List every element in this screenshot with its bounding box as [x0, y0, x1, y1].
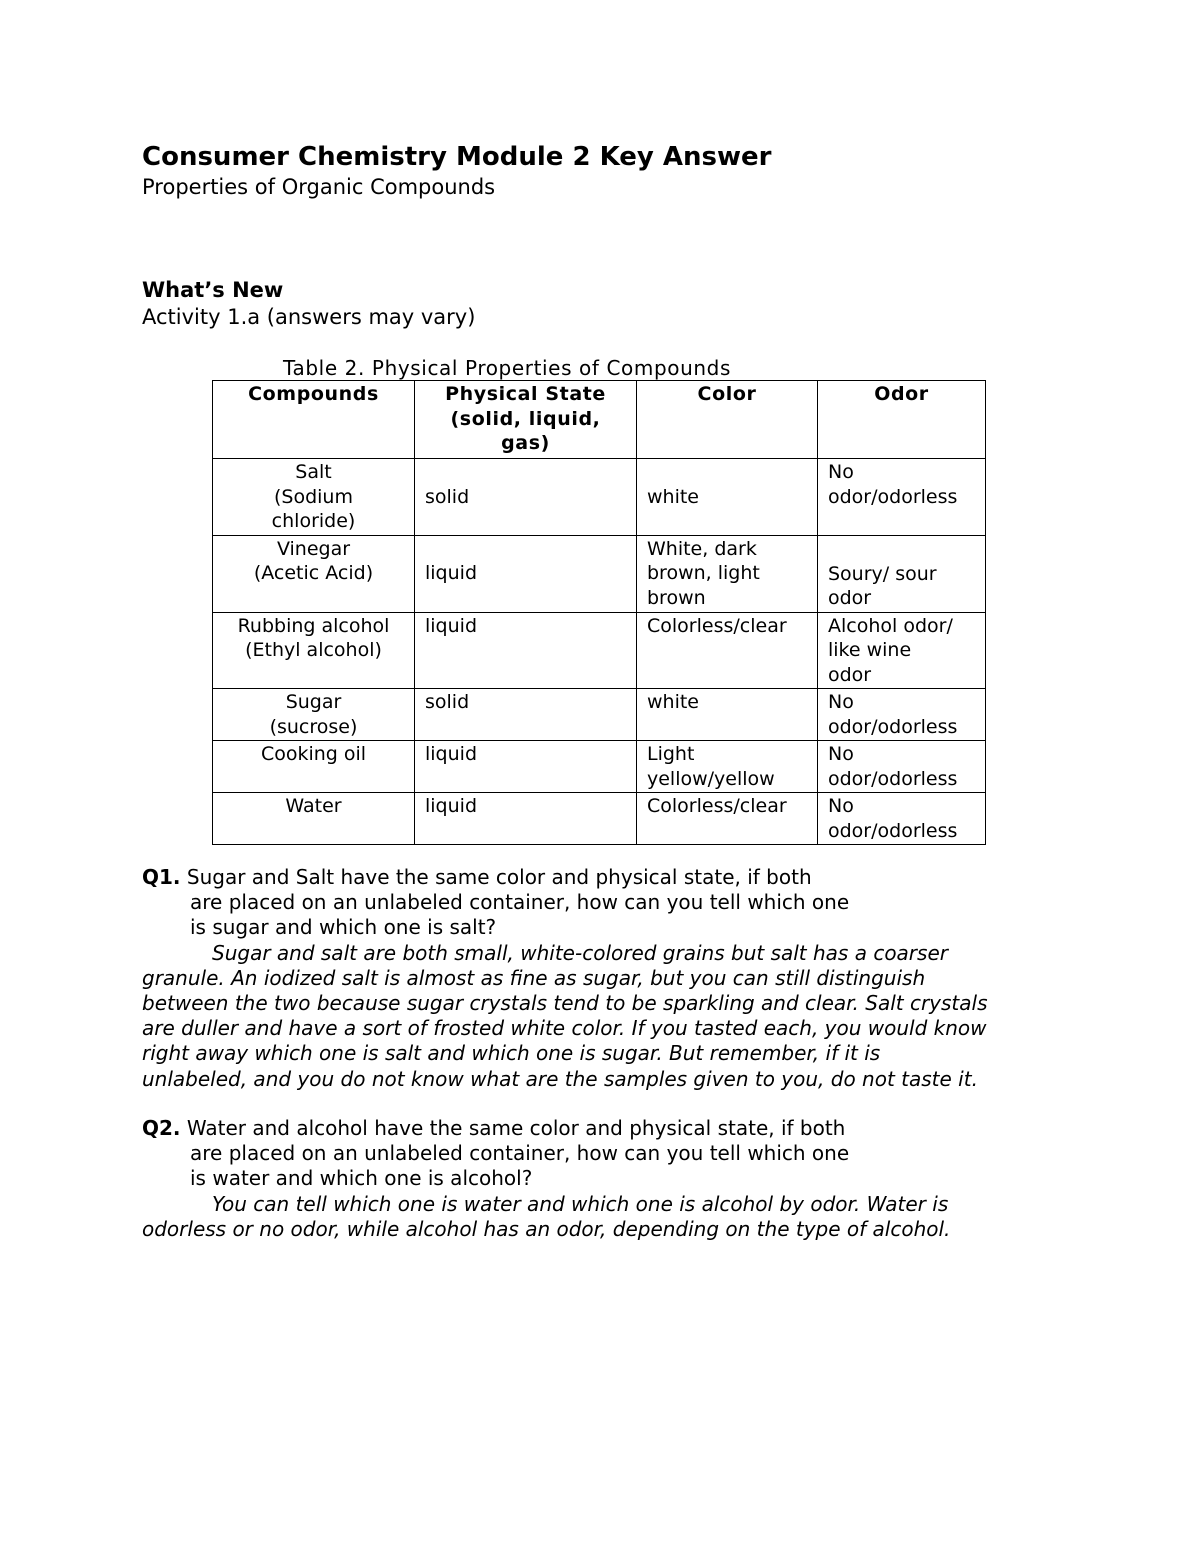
document-title: Consumer Chemistry Module 2 Key Answer	[142, 142, 772, 172]
cell-color: Colorless/clear	[637, 612, 818, 689]
header-color: Color	[637, 381, 818, 459]
table-row	[213, 535, 986, 612]
table-row	[213, 612, 986, 689]
cell-odor: No odor/odorless	[818, 689, 986, 741]
answer-2-line-1: You can tell which one is water and which one is alcohol by odor. Water is	[212, 1191, 949, 1216]
cell-odor: No odor/odorless	[818, 793, 986, 845]
question-1-line-1: Q1. Sugar and Salt have the same color and physical state, if both	[142, 865, 812, 889]
answer-2-line-2: odorless or no odor, while alcohol has an odor, depending on the type of alcohol.	[142, 1216, 951, 1241]
header-physical-state: Physical State (solid, liquid, gas)	[415, 381, 637, 459]
table-row	[213, 793, 986, 845]
cell-color: white	[637, 459, 818, 536]
cell-color: white	[637, 689, 818, 741]
answer-1-line-6: unlabeled, and you do not know what are the samples given to you, do not taste it.	[142, 1066, 978, 1091]
header-odor: Odor	[818, 381, 986, 459]
cell-odor: Soury/ sour odor	[818, 535, 986, 612]
section-heading: What’s New	[142, 278, 284, 302]
cell-state: liquid	[415, 535, 637, 612]
question-1-line-3: is sugar and which one is salt?	[190, 915, 497, 940]
cell-odor: No odor/odorless	[818, 741, 986, 793]
table-header-row	[213, 381, 986, 459]
cell-compound: Water	[213, 793, 415, 845]
cell-compound: Salt (Sodium chloride)	[213, 459, 415, 536]
question-2-line-2: are placed on an unlabeled container, how can you tell which one	[190, 1141, 850, 1166]
properties-table	[212, 380, 986, 845]
document-subtitle: Properties of Organic Compounds	[142, 175, 496, 199]
table-caption: Table 2. Physical Properties of Compounds	[283, 356, 731, 380]
table-row	[213, 689, 986, 741]
cell-odor: Alcohol odor/ like wine odor	[818, 612, 986, 689]
answer-1-line-5: right away which one is salt and which one is sugar. But remember, if it is	[142, 1041, 881, 1066]
answer-1-line-1: Sugar and salt are both small, white-colored grains but salt has a coarser	[212, 940, 948, 965]
cell-compound: Rubbing alcohol (Ethyl alcohol)	[213, 612, 415, 689]
question-2	[142, 1116, 1072, 1242]
table-row	[213, 741, 986, 793]
cell-color: Colorless/clear	[637, 793, 818, 845]
table-row	[213, 459, 986, 536]
cell-odor: No odor/odorless	[818, 459, 986, 536]
cell-color: White, dark brown, light brown	[637, 535, 818, 612]
cell-compound: Sugar (sucrose)	[213, 689, 415, 741]
cell-compound: Cooking oil	[213, 741, 415, 793]
question-2-line-1: Q2. Water and alcohol have the same color and physical state, if both	[142, 1116, 846, 1140]
answer-1-line-2: granule. An iodized salt is almost as fine as sugar, but you can still distinguish	[142, 965, 926, 990]
cell-compound: Vinegar (Acetic Acid)	[213, 535, 415, 612]
cell-state: liquid	[415, 612, 637, 689]
question-2-line-3: is water and which one is alcohol?	[190, 1166, 533, 1191]
question-1-label: Q1.	[142, 865, 181, 889]
answer-1-line-3: between the two because sugar crystals tend to be sparkling and clear. Salt crystals	[142, 991, 988, 1016]
question-1-line-2: are placed on an unlabeled container, how can you tell which one	[190, 890, 850, 915]
cell-state: liquid	[415, 741, 637, 793]
question-2-label: Q2.	[142, 1116, 181, 1140]
cell-state: liquid	[415, 793, 637, 845]
header-compounds: Compounds	[213, 381, 415, 459]
cell-color: Light yellow/yellow	[637, 741, 818, 793]
question-1	[142, 865, 1072, 1092]
activity-label: Activity 1.a (answers may vary)	[142, 305, 476, 329]
answer-1-line-4: are duller and have a sort of frosted white color. If you tasted each, you would know	[142, 1016, 987, 1041]
cell-state: solid	[415, 689, 637, 741]
cell-state: solid	[415, 459, 637, 536]
